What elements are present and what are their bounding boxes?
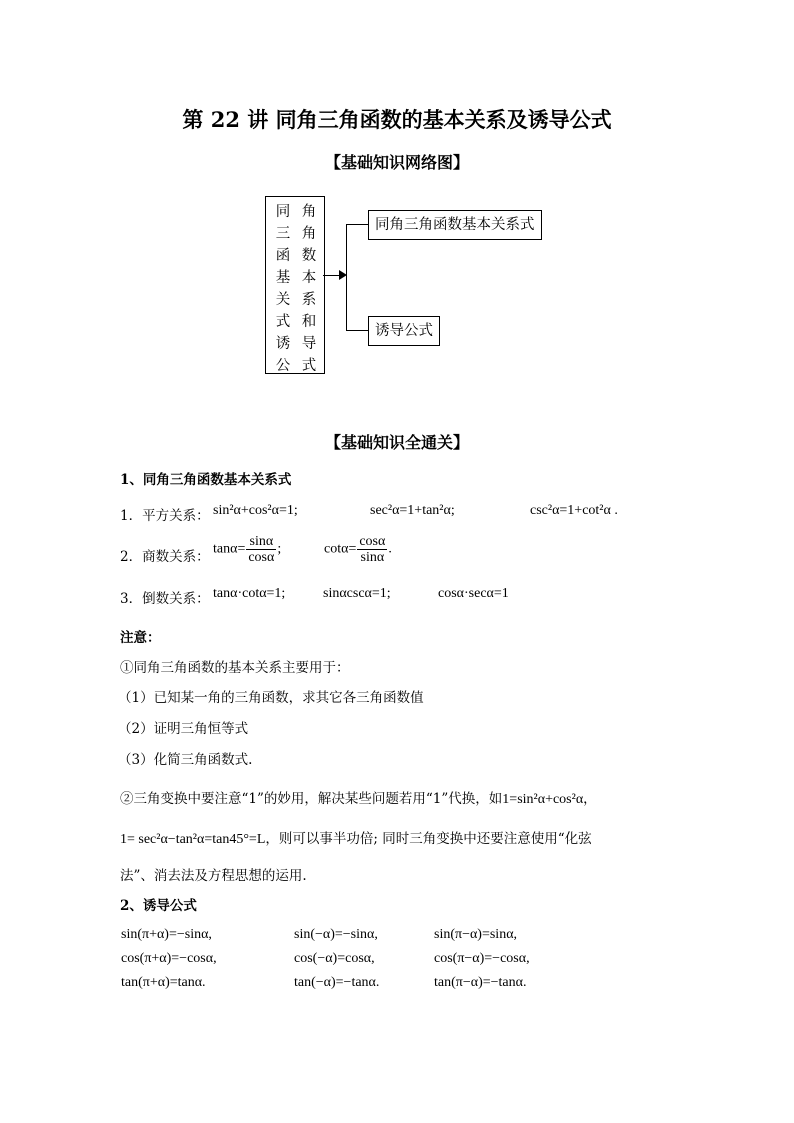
quotient-relation-label: 2．商数关系： xyxy=(120,549,210,565)
formula-csc-cot: csc²α=1+cot²α . xyxy=(530,503,618,518)
induction-formula: cos(π−α)=−cosα, xyxy=(434,951,530,966)
note-item-1a: （1）已知某一角的三角函数，求其它各三角函数值 xyxy=(118,690,424,706)
fraction xyxy=(246,534,276,565)
col1-char: 同 xyxy=(275,204,291,220)
diagram-left-col1 xyxy=(274,201,292,377)
formula-tan-cot: tanα·cotα=1; xyxy=(213,586,286,601)
formula-sec-tan: sec²α=1+tan²α; xyxy=(370,503,455,518)
note-2-formula: 1=sin²α+cos²α xyxy=(502,792,584,807)
reciprocal-relation-label: 3．倒数关系： xyxy=(120,591,210,607)
diagram-left-col2 xyxy=(300,201,318,377)
section2-heading: 2、诱导公式 xyxy=(120,898,197,914)
induction-formula: tan(−α)=−tanα. xyxy=(294,975,380,990)
fraction-denominator: sinα xyxy=(360,550,385,565)
formula-sin-csc: sinαcscα=1; xyxy=(323,586,391,601)
separator: ; xyxy=(277,541,282,557)
col1-char: 关 xyxy=(275,292,291,308)
col2-char: 和 xyxy=(301,314,317,330)
note-3-formula: 1= sec²α−tan²α=tan45°=L xyxy=(120,832,266,847)
induction-formula: tan(π−α)=−tanα. xyxy=(434,975,527,990)
col2-char: 角 xyxy=(301,204,317,220)
note-item-1b: （2）证明三角恒等式 xyxy=(118,721,249,737)
note-item-2 xyxy=(120,787,597,808)
connector-bottom xyxy=(346,330,368,331)
diagram-heading: 【基础知识网络图】 xyxy=(324,153,469,172)
tan-lhs: tanα= xyxy=(213,541,246,557)
induction-formula: sin(−α)=−sinα, xyxy=(294,927,378,942)
col1-char: 函 xyxy=(275,248,291,264)
note-item-4: 法”、消去法及方程思想的运用. xyxy=(120,868,307,884)
page-title: 第 22 讲 同角三角函数的基本关系及诱导公式 xyxy=(182,107,612,132)
induction-formula: cos(π+α)=−cosα, xyxy=(121,951,217,966)
col2-char: 导 xyxy=(301,336,317,352)
note-item-3 xyxy=(120,827,592,848)
induction-formula: sin(π−α)=sinα, xyxy=(434,927,518,942)
induction-formula: tan(π+α)=tanα. xyxy=(121,975,206,990)
formula-sin-cos: sin²α+cos²α=1; xyxy=(213,503,298,518)
col2-char: 式 xyxy=(301,358,317,374)
connector-top xyxy=(346,224,368,225)
square-relation-label: 1．平方关系： xyxy=(120,508,210,524)
fraction-denominator: cosα xyxy=(248,550,275,565)
section1-heading: 1、同角三角函数基本关系式 xyxy=(120,472,292,488)
formula-cot-quotient xyxy=(324,534,392,565)
note-2-text: ②三角变换中要注意“1”的妙用，解决某些问题若用“1”代换，如 xyxy=(120,791,503,807)
fraction-numerator: sinα xyxy=(246,534,276,550)
cot-lhs: cotα= xyxy=(324,541,357,557)
induction-formula: cos(−α)=cosα, xyxy=(294,951,375,966)
col1-char: 三 xyxy=(275,226,291,242)
diagram-branch-bottom: 诱导公式 xyxy=(368,316,440,346)
col2-char: 数 xyxy=(301,248,317,264)
note-2-tail: ， xyxy=(583,791,597,807)
col1-char: 式 xyxy=(275,314,291,330)
col2-char: 系 xyxy=(301,292,317,308)
formula-cos-sec: cosα·secα=1 xyxy=(438,586,509,601)
induction-formula: sin(π+α)=−sinα, xyxy=(121,927,212,942)
note-3-text: ，则可以事半功倍; 同时三角变换中还要注意使用“化弦 xyxy=(265,831,592,847)
diagram-left-box xyxy=(265,196,325,374)
period: . xyxy=(388,541,392,557)
note-item-1: ①同角三角函数的基本关系主要用于： xyxy=(120,660,350,676)
note-item-1c: （3）化简三角函数式. xyxy=(118,752,253,768)
diagram-branch-top: 同角三角函数基本关系式 xyxy=(368,210,542,240)
section-heading: 【基础知识全通关】 xyxy=(324,433,469,452)
fraction-numerator: cosα xyxy=(359,534,386,549)
col1-char: 诱 xyxy=(275,336,291,352)
col1-char: 公 xyxy=(275,358,291,374)
connector-vertical xyxy=(346,224,347,330)
col2-char: 角 xyxy=(301,226,317,242)
note-heading: 注意： xyxy=(120,630,161,646)
col2-char: 本 xyxy=(301,270,317,286)
formula-tan-quotient xyxy=(213,534,281,565)
col1-char: 基 xyxy=(275,270,291,286)
fraction xyxy=(357,534,387,565)
